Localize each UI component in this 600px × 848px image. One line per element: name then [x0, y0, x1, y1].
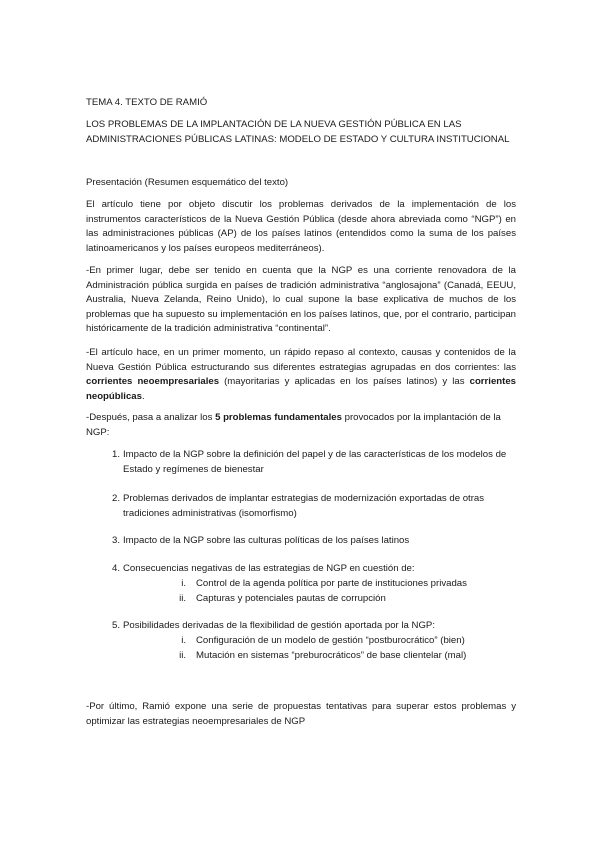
sublist-item-text: Control de la agenda política por parte de instituciones privadas: [196, 578, 467, 589]
paragraph-currents-text-1: -El artículo hace, en un primer momento, un rápido repaso al contexto, causas y contenidos de la Nueva Gestión Pública estructurando sus diferentes estrategias agrupadas en dos corrientes: las: [86, 347, 516, 373]
sublist-item-text: Capturas y potenciales pautas de corrupción: [196, 593, 386, 604]
tema-heading: TEMA 4. TEXTO DE RAMIÓ: [86, 97, 208, 108]
sublist-number: ii.: [179, 593, 186, 604]
paragraph-currents-text-2: (mayoritarias y aplicadas en los países latinos) y las: [219, 376, 470, 387]
sublist-number: i.: [181, 635, 186, 646]
paragraph-closing: -Por último, Ramió expone una serie de propuestas tentativas para superar estos problemas y optimizar las estrategias neoempresariales de NGP: [86, 701, 516, 727]
list-number: 4.: [111, 563, 120, 574]
term-neoempresariales: corrientes neoempresariales: [86, 376, 220, 387]
list-item-text: Impacto de la NGP sobre las culturas políticas de los países latinos: [123, 535, 410, 546]
paragraph-intro: El artículo tiene por objeto discutir los problemas derivados de la implementación de los instrumentos característicos de la Nueva Gestión Pública (desde ahora abreviada como “NGP”) en las administraciones públicas (AP) de los países latinos (entendidos como la suma de los países latinoamericanos y los países europeos mediterráneos).: [86, 199, 516, 254]
paragraph-problems-intro: [86, 411, 516, 440]
list-number: 2.: [111, 493, 120, 504]
list-item-text: Posibilidades derivadas de la flexibilidad de gestión aportada por la NGP:: [123, 620, 435, 631]
term-neopublicas: corrientes neopúblicas: [86, 376, 516, 402]
list-item-text: Impacto de la NGP sobre la definición del papel y de las características de los modelos de Estado y regímenes de bienestar: [123, 449, 507, 475]
paragraph-currents-text-3: .: [141, 390, 145, 402]
problems-intro-text-2: provocados por la implantación de la NGP:: [86, 412, 501, 438]
paragraph-context: -En primer lugar, debe ser tenido en cuenta que la NGP es una corriente renovadora de la Administración pública surgida en países de tradición administrativa “anglosajona” (Canadá, EEUU, Australia, Nueva Zelanda, Reino Unido), lo cual supone la base explicativa de muchos de los problemas que ha supuesto su implementación en los países latinos, que, por el contrario, participan históricamente de la tradición administrativa “continental”.: [86, 265, 516, 334]
section-heading: Presentación (Resumen esquemático del texto): [86, 177, 289, 188]
problems-intro-text-1: -Después, pasa a analizar los: [86, 412, 216, 423]
sublist-number: i.: [181, 578, 186, 589]
list-item-text: Consecuencias negativas de las estrategias de NGP en cuestión de:: [123, 563, 415, 574]
list-item-text: Problemas derivados de implantar estrategias de modernización exportadas de otras tradiciones administrativas (isomorfismo): [123, 493, 485, 519]
paragraph-currents: [86, 346, 516, 404]
document-title: LOS PROBLEMAS DE LA IMPLANTACIÓN DE LA NUEVA GESTIÓN PÚBLICA EN LAS ADMINISTRACIONES PÚBLICAS LATINAS: MODELO DE ESTADO Y CULTURA INSTITUCIONAL: [86, 119, 510, 145]
list-number: 3.: [111, 535, 120, 546]
sublist-item-text: Mutación en sistemas “preburocráticos” de base clientelar (mal): [196, 650, 467, 661]
term-five-problems: 5 problemas fundamentales: [215, 412, 342, 423]
sublist-item-text: Configuración de un modelo de gestión “postburocrático” (bien): [196, 635, 465, 646]
list-number: 5.: [111, 620, 120, 631]
sublist-number: ii.: [179, 650, 186, 661]
list-number: 1.: [111, 449, 120, 460]
